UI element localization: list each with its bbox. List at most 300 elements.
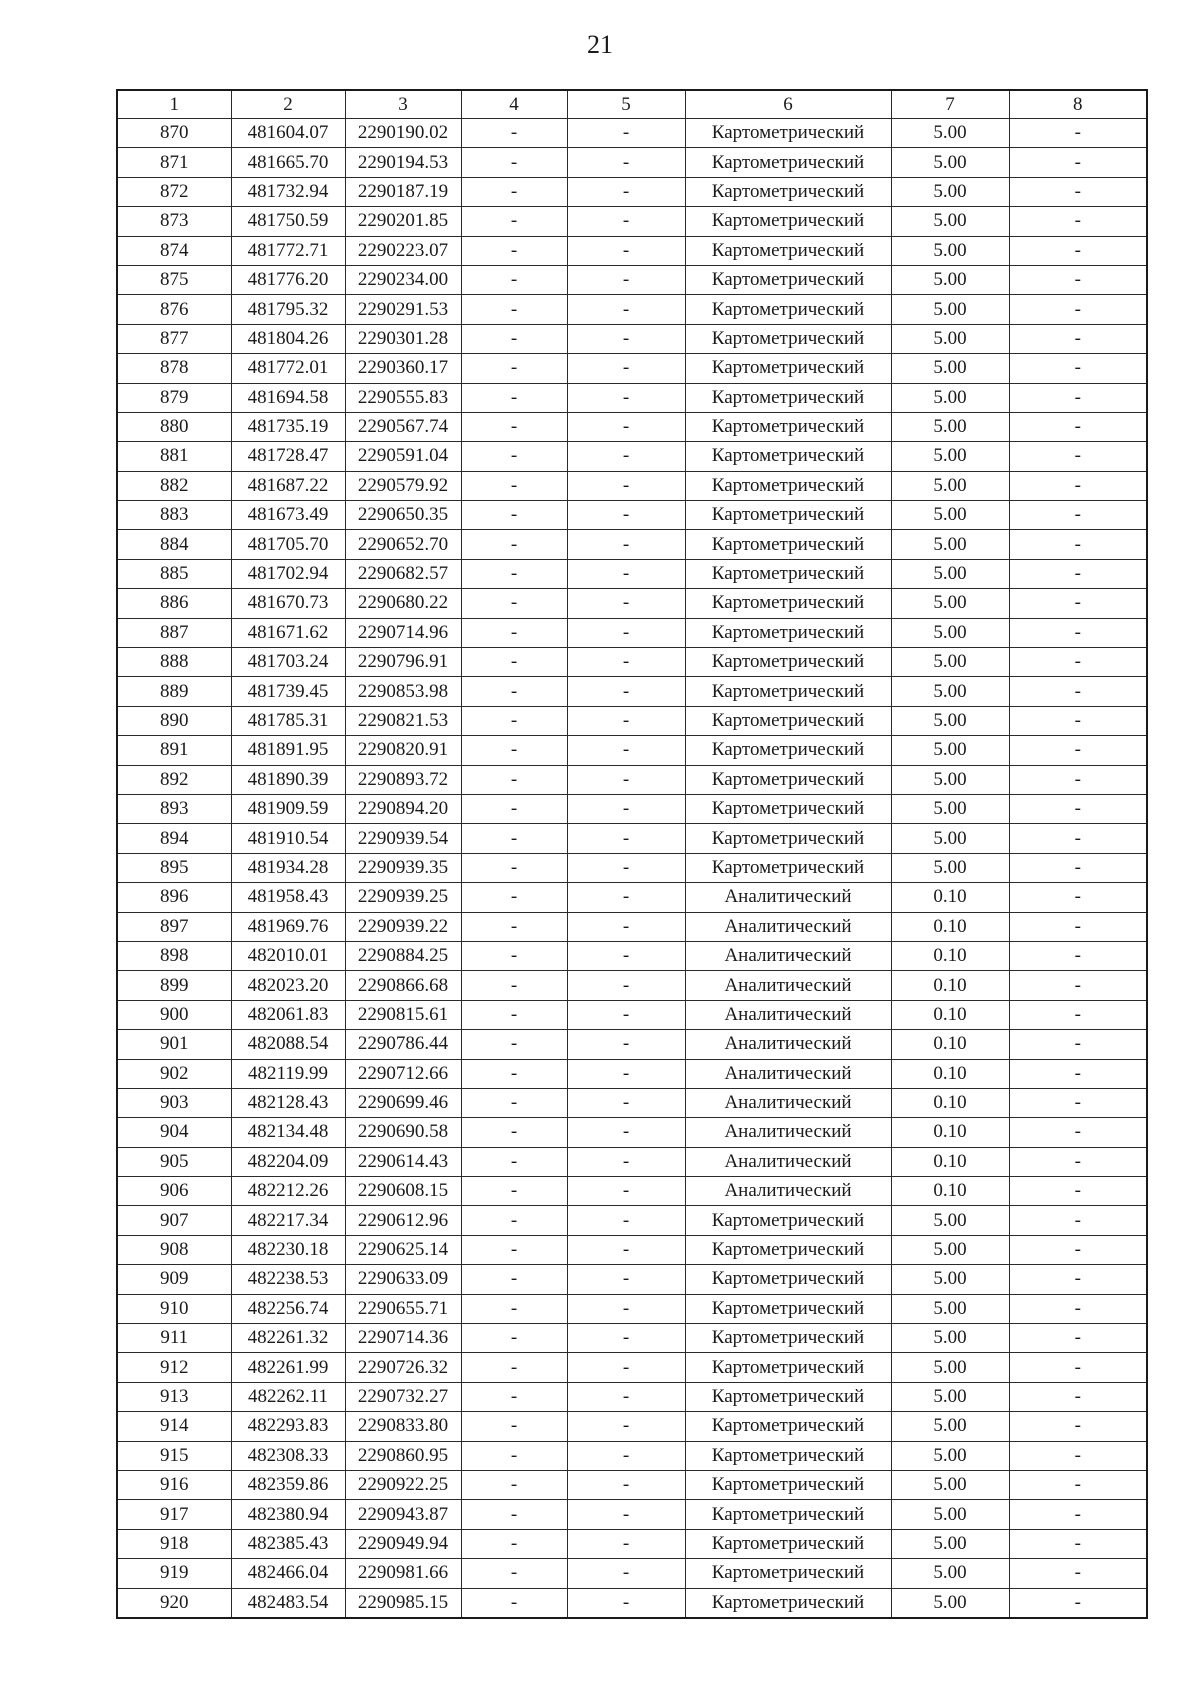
table-cell: 5.00 xyxy=(891,1235,1009,1264)
table-cell: 2290712.66 xyxy=(345,1059,461,1088)
table-cell: - xyxy=(461,1147,567,1176)
table-cell: 482134.48 xyxy=(231,1118,345,1147)
table-cell: - xyxy=(1009,177,1147,206)
table-cell: 881 xyxy=(117,442,231,471)
table-cell: - xyxy=(1009,912,1147,941)
table-cell: - xyxy=(1009,1500,1147,1529)
table-cell: 2290194.53 xyxy=(345,148,461,177)
table-row xyxy=(117,677,1147,706)
table-cell: 5.00 xyxy=(891,794,1009,823)
table-cell: 919 xyxy=(117,1559,231,1588)
table-cell: 884 xyxy=(117,530,231,559)
table-cell: - xyxy=(461,677,567,706)
table-cell: 5.00 xyxy=(891,442,1009,471)
table-cell: - xyxy=(567,1000,685,1029)
table-cell: 5.00 xyxy=(891,1382,1009,1411)
table-cell: 482061.83 xyxy=(231,1000,345,1029)
table-cell: 5.00 xyxy=(891,207,1009,236)
table-cell: 2290815.61 xyxy=(345,1000,461,1029)
table-cell: - xyxy=(567,648,685,677)
table-cell: 872 xyxy=(117,177,231,206)
table-cell: - xyxy=(1009,618,1147,647)
table-cell: 481703.24 xyxy=(231,648,345,677)
table-cell: Картометрический xyxy=(685,442,891,471)
table-row xyxy=(117,971,1147,1000)
table-cell: - xyxy=(1009,1529,1147,1558)
table-cell: 2290633.09 xyxy=(345,1265,461,1294)
table-cell: Картометрический xyxy=(685,501,891,530)
table-cell: - xyxy=(1009,354,1147,383)
table-cell: 482023.20 xyxy=(231,971,345,1000)
table-row xyxy=(117,1059,1147,1088)
table-cell: 882 xyxy=(117,471,231,500)
table-cell: 888 xyxy=(117,648,231,677)
table-cell: - xyxy=(461,119,567,148)
table-row xyxy=(117,383,1147,412)
table-cell: 2290652.70 xyxy=(345,530,461,559)
table-cell: - xyxy=(461,1030,567,1059)
table-row xyxy=(117,1265,1147,1294)
table-cell: 482238.53 xyxy=(231,1265,345,1294)
table-cell: 2290796.91 xyxy=(345,648,461,677)
table-cell: 0.10 xyxy=(891,1000,1009,1029)
table-cell: 2290201.85 xyxy=(345,207,461,236)
table-cell: 2290680.22 xyxy=(345,589,461,618)
table-cell: 481969.76 xyxy=(231,912,345,941)
table-cell: 2290567.74 xyxy=(345,412,461,441)
table-cell: 482380.94 xyxy=(231,1500,345,1529)
table-cell: - xyxy=(461,471,567,500)
table-cell: - xyxy=(1009,971,1147,1000)
table-row xyxy=(117,559,1147,588)
table-cell: - xyxy=(1009,324,1147,353)
table-cell: 482261.99 xyxy=(231,1353,345,1382)
table-cell: 0.10 xyxy=(891,912,1009,941)
table-cell: 5.00 xyxy=(891,1500,1009,1529)
table-cell: 879 xyxy=(117,383,231,412)
table-cell: - xyxy=(567,706,685,735)
table-cell: - xyxy=(1009,1147,1147,1176)
table-cell: Картометрический xyxy=(685,1265,891,1294)
table-cell: Картометрический xyxy=(685,530,891,559)
table-cell: 2290943.87 xyxy=(345,1500,461,1529)
table-cell: - xyxy=(567,1206,685,1235)
column-header: 8 xyxy=(1009,90,1147,119)
table-cell: - xyxy=(567,589,685,618)
table-cell: 481910.54 xyxy=(231,824,345,853)
table-cell: 915 xyxy=(117,1441,231,1470)
table-cell: 889 xyxy=(117,677,231,706)
table-cell: 5.00 xyxy=(891,119,1009,148)
table-cell: - xyxy=(1009,706,1147,735)
table-row xyxy=(117,1206,1147,1235)
table-cell: - xyxy=(461,207,567,236)
table-cell: 887 xyxy=(117,618,231,647)
column-header: 4 xyxy=(461,90,567,119)
table-cell: - xyxy=(567,412,685,441)
table-cell: 5.00 xyxy=(891,324,1009,353)
table-cell: - xyxy=(567,1059,685,1088)
table-cell: 916 xyxy=(117,1470,231,1499)
table-row xyxy=(117,207,1147,236)
table-cell: - xyxy=(1009,1265,1147,1294)
table-row xyxy=(117,824,1147,853)
table-row xyxy=(117,324,1147,353)
table-row xyxy=(117,412,1147,441)
table-cell: - xyxy=(461,736,567,765)
table-row xyxy=(117,736,1147,765)
table-cell: 482119.99 xyxy=(231,1059,345,1088)
table-cell: 898 xyxy=(117,941,231,970)
table-cell: 5.00 xyxy=(891,265,1009,294)
table-cell: - xyxy=(1009,265,1147,294)
table-cell: 2290234.00 xyxy=(345,265,461,294)
table-cell: - xyxy=(567,1147,685,1176)
table-cell: - xyxy=(461,1500,567,1529)
table-cell: - xyxy=(1009,648,1147,677)
table-cell: 902 xyxy=(117,1059,231,1088)
table-row xyxy=(117,295,1147,324)
table-row xyxy=(117,1088,1147,1117)
table-cell: - xyxy=(461,177,567,206)
table-cell: - xyxy=(1009,295,1147,324)
table-row xyxy=(117,589,1147,618)
table-cell: Аналитический xyxy=(685,1147,891,1176)
table-cell: 5.00 xyxy=(891,177,1009,206)
table-cell: 481804.26 xyxy=(231,324,345,353)
table-cell: - xyxy=(567,1088,685,1117)
table-cell: 5.00 xyxy=(891,1353,1009,1382)
table-cell: - xyxy=(1009,1235,1147,1264)
table-cell: - xyxy=(461,765,567,794)
table-cell: 899 xyxy=(117,971,231,1000)
table-cell: - xyxy=(461,589,567,618)
table-cell: - xyxy=(567,1265,685,1294)
table-cell: - xyxy=(567,324,685,353)
table-cell: - xyxy=(567,1353,685,1382)
table-row xyxy=(117,765,1147,794)
table-cell: - xyxy=(567,265,685,294)
table-cell: Картометрический xyxy=(685,559,891,588)
table-cell: - xyxy=(461,794,567,823)
table-row xyxy=(117,119,1147,148)
table-cell: 886 xyxy=(117,589,231,618)
table-cell: 892 xyxy=(117,765,231,794)
table-cell: - xyxy=(567,1529,685,1558)
table-cell: - xyxy=(1009,589,1147,618)
table-cell: - xyxy=(567,295,685,324)
table-cell: 482128.43 xyxy=(231,1088,345,1117)
table-cell: - xyxy=(461,236,567,265)
table-cell: 482359.86 xyxy=(231,1470,345,1499)
table-cell: 5.00 xyxy=(891,412,1009,441)
table-row xyxy=(117,1382,1147,1411)
column-header: 3 xyxy=(345,90,461,119)
table-cell: 5.00 xyxy=(891,1412,1009,1441)
table-cell: Картометрический xyxy=(685,765,891,794)
table-cell: - xyxy=(1009,1412,1147,1441)
table-cell: - xyxy=(567,1588,685,1618)
table-cell: 893 xyxy=(117,794,231,823)
table-cell: 482385.43 xyxy=(231,1529,345,1558)
column-header: 7 xyxy=(891,90,1009,119)
table-cell: 2290985.15 xyxy=(345,1588,461,1618)
table-cell: 904 xyxy=(117,1118,231,1147)
table-cell: - xyxy=(461,618,567,647)
table-cell: 5.00 xyxy=(891,706,1009,735)
table-cell: - xyxy=(461,530,567,559)
table-cell: Аналитический xyxy=(685,941,891,970)
table-cell: 2290726.32 xyxy=(345,1353,461,1382)
table-cell: Картометрический xyxy=(685,618,891,647)
table-cell: - xyxy=(567,1030,685,1059)
column-header: 2 xyxy=(231,90,345,119)
table-cell: - xyxy=(461,883,567,912)
table-cell: 2290223.07 xyxy=(345,236,461,265)
table-cell: - xyxy=(567,442,685,471)
table-cell: Картометрический xyxy=(685,1235,891,1264)
table-row xyxy=(117,1559,1147,1588)
table-cell: 871 xyxy=(117,148,231,177)
table-cell: 905 xyxy=(117,1147,231,1176)
table-cell: - xyxy=(461,295,567,324)
table-cell: 5.00 xyxy=(891,1324,1009,1353)
table-cell: 918 xyxy=(117,1529,231,1558)
table-cell: 0.10 xyxy=(891,1177,1009,1206)
table-cell: - xyxy=(567,1500,685,1529)
table-row xyxy=(117,1324,1147,1353)
table-cell: 482217.34 xyxy=(231,1206,345,1235)
coordinates-table xyxy=(116,89,1148,1619)
table-cell: 896 xyxy=(117,883,231,912)
table-cell: 5.00 xyxy=(891,1294,1009,1323)
table-cell: 2290939.54 xyxy=(345,824,461,853)
table-cell: 2290579.92 xyxy=(345,471,461,500)
table-cell: 481772.01 xyxy=(231,354,345,383)
table-cell: 481958.43 xyxy=(231,883,345,912)
table-cell: - xyxy=(1009,1559,1147,1588)
table-cell: - xyxy=(461,1265,567,1294)
table-cell: 907 xyxy=(117,1206,231,1235)
table-header xyxy=(117,90,1147,119)
column-header: 6 xyxy=(685,90,891,119)
table-cell: 870 xyxy=(117,119,231,148)
table-cell: - xyxy=(567,1177,685,1206)
table-cell: 920 xyxy=(117,1588,231,1618)
table-cell: 481750.59 xyxy=(231,207,345,236)
table-cell: 5.00 xyxy=(891,765,1009,794)
table-cell: 2290655.71 xyxy=(345,1294,461,1323)
table-cell: Картометрический xyxy=(685,1470,891,1499)
table-cell: - xyxy=(567,912,685,941)
table-cell: - xyxy=(567,765,685,794)
table-cell: Картометрический xyxy=(685,383,891,412)
table-row xyxy=(117,354,1147,383)
table-cell: 0.10 xyxy=(891,1088,1009,1117)
table-cell: - xyxy=(567,354,685,383)
table-row xyxy=(117,912,1147,941)
table-cell: 5.00 xyxy=(891,677,1009,706)
table-cell: - xyxy=(1009,1030,1147,1059)
table-cell: 890 xyxy=(117,706,231,735)
table-cell: 482262.11 xyxy=(231,1382,345,1411)
table-cell: Картометрический xyxy=(685,236,891,265)
table-cell: 0.10 xyxy=(891,1059,1009,1088)
table-cell: 2290922.25 xyxy=(345,1470,461,1499)
table-cell: 482212.26 xyxy=(231,1177,345,1206)
table-row xyxy=(117,177,1147,206)
table-cell: Аналитический xyxy=(685,1118,891,1147)
table-cell: Аналитический xyxy=(685,912,891,941)
table-cell: 917 xyxy=(117,1500,231,1529)
table-cell: - xyxy=(461,1177,567,1206)
table-cell: - xyxy=(567,1382,685,1411)
table-cell: 5.00 xyxy=(891,236,1009,265)
table-row xyxy=(117,1294,1147,1323)
table-cell: - xyxy=(461,1470,567,1499)
table-cell: 2290894.20 xyxy=(345,794,461,823)
table-row xyxy=(117,501,1147,530)
table-cell: 2290866.68 xyxy=(345,971,461,1000)
table-cell: Аналитический xyxy=(685,1059,891,1088)
table-cell: 481670.73 xyxy=(231,589,345,618)
table-cell: - xyxy=(461,1206,567,1235)
table-cell: 883 xyxy=(117,501,231,530)
table-cell: 482204.09 xyxy=(231,1147,345,1176)
table-cell: - xyxy=(461,1088,567,1117)
table-cell: - xyxy=(567,501,685,530)
table-cell: 5.00 xyxy=(891,559,1009,588)
table-cell: Картометрический xyxy=(685,1529,891,1558)
table-cell: - xyxy=(461,824,567,853)
table-cell: 908 xyxy=(117,1235,231,1264)
table-cell: - xyxy=(567,1294,685,1323)
table-row xyxy=(117,1000,1147,1029)
table-cell: - xyxy=(567,1235,685,1264)
table-row xyxy=(117,794,1147,823)
table-cell: 481671.62 xyxy=(231,618,345,647)
table-cell: - xyxy=(1009,236,1147,265)
table-cell: 482010.01 xyxy=(231,941,345,970)
table-cell: 913 xyxy=(117,1382,231,1411)
table-row xyxy=(117,1235,1147,1264)
table-cell: 2290786.44 xyxy=(345,1030,461,1059)
table-cell: - xyxy=(461,148,567,177)
table-cell: - xyxy=(461,971,567,1000)
table-cell: - xyxy=(567,119,685,148)
table-cell: 481705.70 xyxy=(231,530,345,559)
table-cell: 481665.70 xyxy=(231,148,345,177)
table-cell: 2290625.14 xyxy=(345,1235,461,1264)
table-row xyxy=(117,1353,1147,1382)
table-cell: 482466.04 xyxy=(231,1559,345,1588)
table-cell: - xyxy=(567,383,685,412)
table-cell: - xyxy=(461,1118,567,1147)
column-header: 1 xyxy=(117,90,231,119)
table-cell: Аналитический xyxy=(685,1177,891,1206)
table-cell: 877 xyxy=(117,324,231,353)
table-cell: - xyxy=(461,912,567,941)
table-cell: 2290893.72 xyxy=(345,765,461,794)
table-cell: 912 xyxy=(117,1353,231,1382)
table-cell: - xyxy=(567,530,685,559)
table-cell: 5.00 xyxy=(891,501,1009,530)
table-cell: 481735.19 xyxy=(231,412,345,441)
table-cell: 481776.20 xyxy=(231,265,345,294)
table-cell: 5.00 xyxy=(891,530,1009,559)
table-cell: - xyxy=(567,1470,685,1499)
table-cell: - xyxy=(1009,1441,1147,1470)
table-body xyxy=(117,119,1147,1618)
table-cell: 5.00 xyxy=(891,736,1009,765)
table-cell: - xyxy=(461,412,567,441)
table-cell: 0.10 xyxy=(891,883,1009,912)
table-cell: 873 xyxy=(117,207,231,236)
table-cell: 2290591.04 xyxy=(345,442,461,471)
table-cell: 2290821.53 xyxy=(345,706,461,735)
table-cell: Картометрический xyxy=(685,589,891,618)
table-row xyxy=(117,236,1147,265)
table-cell: 481890.39 xyxy=(231,765,345,794)
table-row xyxy=(117,648,1147,677)
table-cell: 2290939.35 xyxy=(345,853,461,882)
table-cell: - xyxy=(1009,677,1147,706)
table-cell: - xyxy=(567,1559,685,1588)
table-cell: - xyxy=(1009,1382,1147,1411)
table-cell: 5.00 xyxy=(891,354,1009,383)
table-cell: 2290714.96 xyxy=(345,618,461,647)
table-cell: 2290190.02 xyxy=(345,119,461,148)
table-cell: - xyxy=(461,1412,567,1441)
table-cell: 2290860.95 xyxy=(345,1441,461,1470)
table-cell: Картометрический xyxy=(685,354,891,383)
table-cell: - xyxy=(1009,1470,1147,1499)
table-cell: Аналитический xyxy=(685,1088,891,1117)
table-cell: 482256.74 xyxy=(231,1294,345,1323)
table-cell: 2290981.66 xyxy=(345,1559,461,1588)
table-cell: - xyxy=(567,471,685,500)
table-cell: 2290608.15 xyxy=(345,1177,461,1206)
table-cell: 0.10 xyxy=(891,1030,1009,1059)
table-cell: - xyxy=(1009,736,1147,765)
table-cell: Картометрический xyxy=(685,1353,891,1382)
table-cell: - xyxy=(461,853,567,882)
table-cell: 5.00 xyxy=(891,295,1009,324)
table-cell: 2290732.27 xyxy=(345,1382,461,1411)
table-cell: Картометрический xyxy=(685,1500,891,1529)
table-cell: 2290360.17 xyxy=(345,354,461,383)
table-row xyxy=(117,265,1147,294)
table-row xyxy=(117,1412,1147,1441)
table-row xyxy=(117,1177,1147,1206)
table-cell: 481604.07 xyxy=(231,119,345,148)
table-cell: Картометрический xyxy=(685,648,891,677)
table-cell: 2290939.22 xyxy=(345,912,461,941)
table-cell: 481728.47 xyxy=(231,442,345,471)
table-cell: - xyxy=(1009,119,1147,148)
table-row xyxy=(117,1030,1147,1059)
table-cell: 895 xyxy=(117,853,231,882)
table-cell: 2290301.28 xyxy=(345,324,461,353)
table-cell: - xyxy=(461,1059,567,1088)
table-row xyxy=(117,442,1147,471)
table-cell: Аналитический xyxy=(685,1000,891,1029)
table-cell: 891 xyxy=(117,736,231,765)
table-cell: Картометрический xyxy=(685,794,891,823)
table-row xyxy=(117,1441,1147,1470)
table-cell: 482088.54 xyxy=(231,1030,345,1059)
table-cell: Картометрический xyxy=(685,471,891,500)
